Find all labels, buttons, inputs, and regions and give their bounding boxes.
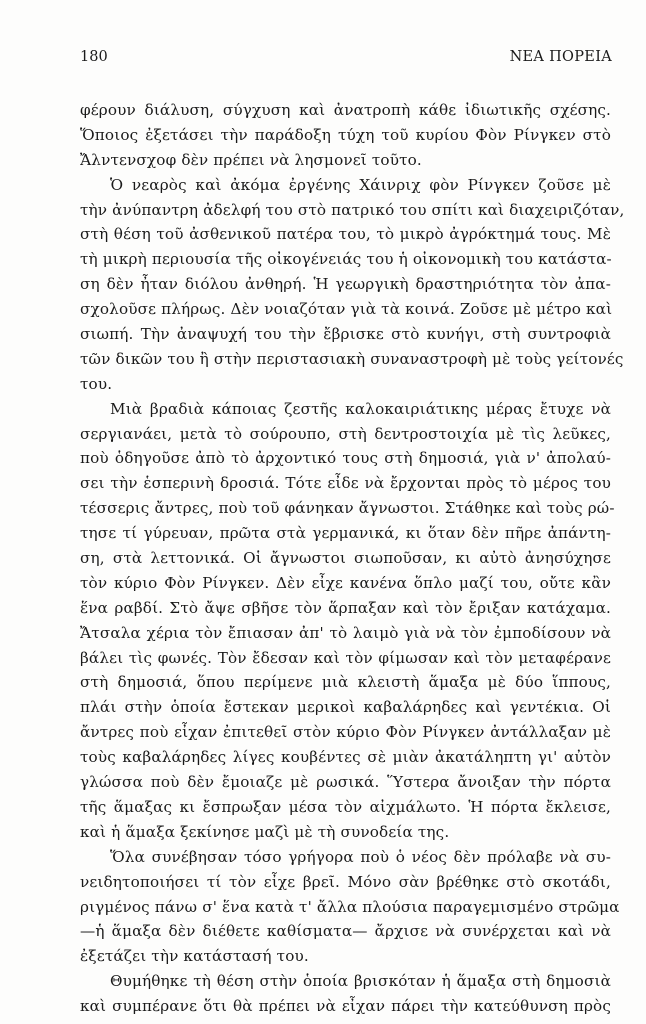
text-line: Ὅποιος ἐξετάσει τὴν παράδοξη τύχη τοῦ κυρίου Φὸν Ρίνγκεν στὸ (80, 125, 611, 144)
text-line: τοὺς καβαλάρηδες λίγες κουβέντες σὲ μιὰν ἀκατάληπτη γι' αὐτὸν (80, 748, 611, 767)
text-line: ἄντρες ποὺ εἶχαν ἐπιτεθεῖ στὸν κύριο Φὸν Ρίνγκεν ἀντάλλαξαν μὲ (80, 723, 611, 742)
text-line: νειδητοποιήσει τί τὸν εἶχε βρεῖ. Μόνο σὰν βρέθηκε στὸ σκοτάδι, (80, 872, 611, 891)
paragraph-first-line: Μιὰ βραδιὰ κάποιας ζεστῆς καλοκαιριάτικης μέρας ἔτυχε νὰ (110, 399, 611, 418)
text-line: τὸν κύριο Φὸν Ρίνγκεν. Δὲν εἶχε κανένα ὅπλο μαζί του, οὔτε κἂν (80, 573, 611, 592)
text-line: καὶ ἡ ἅμαξα ξεκίνησε μαζὶ μὲ τὴ συνοδεία της. (80, 822, 450, 841)
text-line: του. (80, 374, 113, 393)
text-line: τέσσερις ἄντρες, ποὺ τοῦ φάνηκαν ἄγνωστοι. Στάθηκε καὶ τοὺς ρώ- (80, 499, 615, 518)
text-line: τῆς ἅμαξας κι ἔσπρωξαν μέσα τὸν αἰχμάλωτο. Ἡ πόρτα ἔκλεισε, (80, 797, 611, 816)
page-header (80, 46, 612, 68)
text-line: πλάι στὴν ὁποία ἔστεκαν μερικοὶ καβαλάρηδες καὶ γεντέκια. Οἱ (80, 698, 611, 717)
text-line: τῶν δικῶν του ἢ στὴν περιστασιακὴ συναναστροφὴ μὲ τοὺς γείτονές (80, 349, 624, 368)
text-line: τὴ μικρὴ περιουσία τῆς οἰκογένειάς του ἡ οἰκονομικὴ του κατάστα- (80, 250, 612, 269)
text-line: γλώσσα ποὺ δὲν ἔμοιαζε μὲ ρωσικά. Ὕστερα ἄνοιξαν τὴν πόρτα (80, 773, 611, 792)
text-line: ἐξετάζει τὴν κατάστασή του. (80, 947, 309, 966)
text-line: φέρουν διάλυση, σύγχυση καὶ ἀνατροπὴ κάθε ἰδιωτικῆς σχέσης. (80, 101, 611, 119)
text-line: τὴν ἀνύπαντρη ἀδελφή του στὸ πατρικό του σπίτι καὶ διαχειριζόταν, (80, 200, 625, 219)
text-line: σει τὴν ἑσπερινὴ δροσιά. Τότε εἶδε νὰ ἔρχονται πρὸς τὸ μέρος του (80, 474, 611, 493)
body-text (80, 98, 625, 1019)
text-line: Ἄτσαλα χέρια τὸν ἔπιασαν ἀπ' τὸ λαιμὸ γιὰ νὰ τὸν ἐμποδίσουν νὰ (80, 623, 611, 642)
text-line: βάλει τὶς φωνές. Τὸν ἔδεσαν καὶ τὸν φίμωσαν καὶ τὸν μεταφέρανε (80, 648, 611, 667)
paragraph-first-line: Θυμήθηκε τὴ θέση στὴν ὁποία βρισκόταν ἡ ἅμαξα στὴ δημοσιὰ (110, 972, 611, 991)
text-line: στὴ δημοσιά, ὅπου περίμενε μιὰ κλειστὴ ἅμαξα μὲ δύο ἵππους, (80, 673, 611, 692)
text-line: ριγμένος πάνω σ' ἕνα κατὰ τ' ἄλλα πλούσια παραγεμισμένο στρῶμα (80, 897, 620, 916)
text-line: —ἡ ἅμαξα δὲν διέθετε καθίσματα— ἄρχισε νὰ συνέρχεται καὶ νὰ (80, 922, 611, 941)
text-line: Ἄλντενσχοφ δὲν πρέπει νὰ λησμονεῖ τοῦτο. (80, 150, 422, 169)
paragraph-first-line: Ὅλα συνέβησαν τόσο γρήγορα ποὺ ὁ νέος δὲν πρόλαβε νὰ συ- (110, 847, 611, 866)
text-line: ση δὲν ἦταν διόλου ἀνθηρή. Ἡ γεωργικὴ δραστηριότητα τὸν ἀπα- (80, 275, 611, 294)
text-line: σεργιανάει, μετὰ τὸ σούρουπο, στὴ δεντροστοιχία μὲ τὶς λεῦκες, (80, 424, 611, 443)
text-line: σχολοῦσε πλήρως. Δὲν νοιαζόταν γιὰ τὰ κοινά. Ζοῦσε μὲ μέτρο καὶ (80, 300, 613, 319)
text-line: τησε τί γύρευαν, πρῶτα στὰ γερμανικά, κι ὅταν δὲν πῆρε ἀπάντη- (80, 524, 611, 543)
text-line: ἕνα ραβδί. Στὸ ἄψε σβῆσε τὸν ἅρπαξαν καὶ τὸν ἔριξαν κατάχαμα. (80, 598, 611, 617)
text-line: ποὺ ὁδηγοῦσε ἀπὸ τὸ ἀρχοντικό τους στὴ δημοσιά, γιὰ ν' ἀπολαύ- (80, 449, 611, 468)
text-line: σιωπή. Τὴν ἀναψυχή του τὴν ἔβρισκε στὸ κυνήγι, στὴ συντροφιὰ (80, 325, 611, 344)
paragraph-first-line: Ὁ νεαρὸς καὶ ἀκόμα ἐργένης Χάινριχ φὸν Ρίνγκεν ζοῦσε μὲ (110, 175, 611, 194)
page-number: 180 (80, 49, 108, 65)
running-title: ΝΕΑ ΠΟΡΕΙΑ (509, 49, 612, 65)
text-line: στὴ θέση τοῦ ἀσθενικοῦ πατέρα του, τὸ μικρὸ ἀγρόκτημά τους. Μὲ (80, 225, 611, 244)
text-line: καὶ συμπέρανε ὅτι θὰ πρέπει νὰ εἶχαν πάρει τὴν κατεύθυνση πρὸς (80, 997, 611, 1016)
text-line: ση, στὰ λεττονικά. Οἱ ἄγνωστοι σιωποῦσαν, κι αὐτὸ ἀνησύχησε (80, 549, 611, 568)
